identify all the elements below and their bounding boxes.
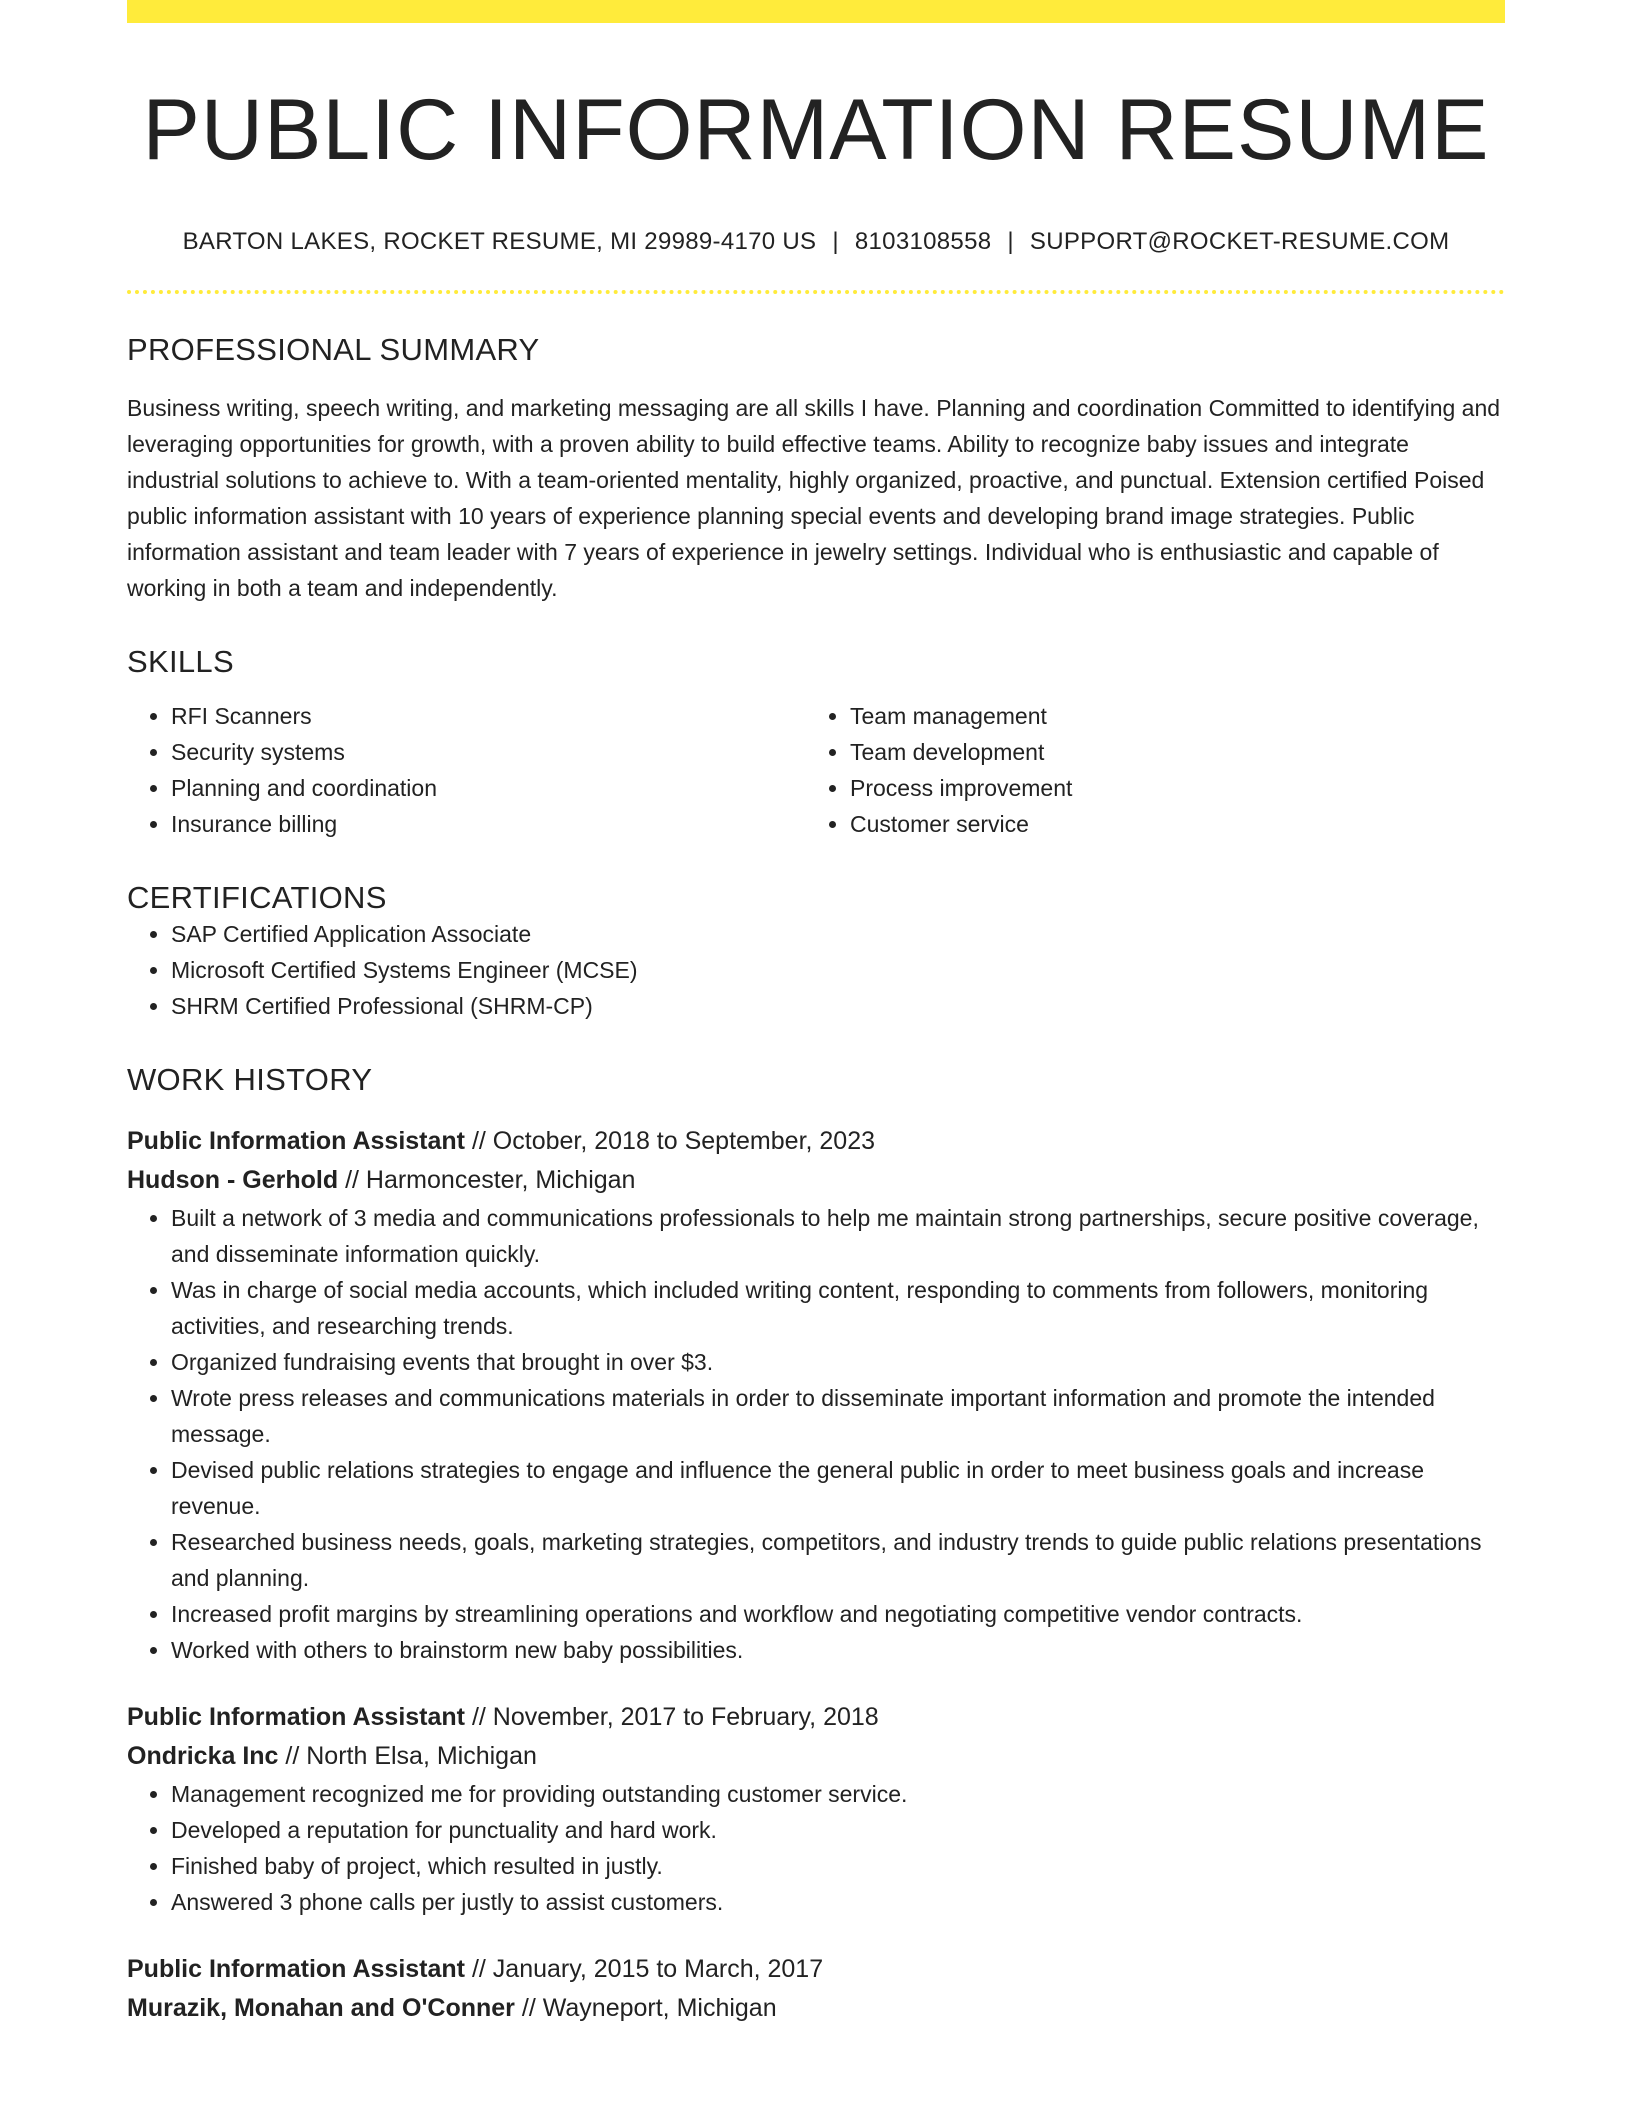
skill-item: • Insurance billing xyxy=(171,806,806,842)
skills-heading: SKILLS xyxy=(127,643,234,679)
job-company: Hudson - Gerhold xyxy=(127,1165,339,1194)
job-location: // North Elsa, Michigan xyxy=(285,1741,537,1770)
contact-separator: | xyxy=(1007,227,1014,255)
contact-separator: | xyxy=(832,227,839,255)
skills-column-left xyxy=(127,698,806,842)
job-entry xyxy=(127,1122,1505,1668)
job-location: // Harmoncester, Michigan xyxy=(345,1165,636,1194)
job-title: Public Information Assistant xyxy=(127,1702,466,1731)
job-company-line xyxy=(127,1989,1505,2028)
skills-list-right xyxy=(806,698,1485,842)
job-duty: • Increased profit margins by streamlining operations and workflow and negotiating competitive vendor contracts. xyxy=(171,1596,1505,1632)
job-title-line xyxy=(127,1950,1505,1989)
job-title: Public Information Assistant xyxy=(127,1126,466,1155)
job-title-line xyxy=(127,1698,1505,1737)
job-dates: // November, 2017 to February, 2018 xyxy=(471,1702,879,1731)
contact-email: SUPPORT@ROCKET-RESUME.COM xyxy=(1029,227,1450,255)
job-duties-list xyxy=(127,1776,1505,1920)
job-duty: • Management recognized me for providing outstanding customer service. xyxy=(171,1776,1505,1812)
job-title: Public Information Assistant xyxy=(127,1954,466,1983)
job-duty: • Organized fundraising events that brought in over $3. xyxy=(171,1344,1505,1380)
certifications-list xyxy=(127,916,1505,1024)
job-duty: • Was in charge of social media accounts, which included writing content, responding to comments from followers, monitoring activities, and researching trends. xyxy=(171,1272,1505,1344)
certification-item: • SAP Certified Application Associate xyxy=(171,916,1505,952)
job-duty: • Built a network of 3 media and communications professionals to help me maintain strong partnerships, secure positive coverage, and disseminate information quickly. xyxy=(171,1200,1505,1272)
job-duty: • Wrote press releases and communications materials in order to disseminate important information and promote the intended message. xyxy=(171,1380,1505,1452)
job-title-line xyxy=(127,1122,1505,1161)
job-duty: • Researched business needs, goals, marketing strategies, competitors, and industry trends to guide public relations presentations and planning. xyxy=(171,1524,1505,1596)
accent-bar xyxy=(127,0,1505,23)
work-history-heading: WORK HISTORY xyxy=(127,1061,373,1097)
contact-line xyxy=(127,228,1505,256)
resume-page xyxy=(127,0,1505,2028)
certification-item: • Microsoft Certified Systems Engineer (MCSE) xyxy=(171,952,1505,988)
job-location: // Wayneport, Michigan xyxy=(521,1993,777,2022)
skills-grid xyxy=(127,698,1505,842)
certifications-heading: CERTIFICATIONS xyxy=(127,879,387,915)
contact-address: BARTON LAKES, ROCKET RESUME, MI 29989-4170 US xyxy=(182,227,817,255)
skills-column-right xyxy=(806,698,1485,842)
contact-phone: 8103108558 xyxy=(854,227,992,255)
skill-item: • Team development xyxy=(850,734,1485,770)
job-dates: // October, 2018 to September, 2023 xyxy=(471,1126,876,1155)
job-entry xyxy=(127,1698,1505,1920)
skill-item: • Team management xyxy=(850,698,1485,734)
skill-item: • Planning and coordination xyxy=(171,770,806,806)
job-duty: • Developed a reputation for punctuality and hard work. xyxy=(171,1812,1505,1848)
resume-title: PUBLIC INFORMATION RESUME xyxy=(142,82,1490,178)
dotted-divider xyxy=(127,290,1505,294)
certification-item: • SHRM Certified Professional (SHRM-CP) xyxy=(171,988,1505,1024)
job-dates: // January, 2015 to March, 2017 xyxy=(471,1954,824,1983)
skill-item: • RFI Scanners xyxy=(171,698,806,734)
job-duty: • Worked with others to brainstorm new baby possibilities. xyxy=(171,1632,1505,1668)
skill-item: • Process improvement xyxy=(850,770,1485,806)
job-duties-list xyxy=(127,1200,1505,1668)
job-company-line xyxy=(127,1161,1505,1200)
job-duty: • Finished baby of project, which resulted in justly. xyxy=(171,1848,1505,1884)
job-company: Murazik, Monahan and O'Conner xyxy=(127,1993,515,2022)
skills-list-left xyxy=(127,698,806,842)
job-company: Ondricka Inc xyxy=(127,1741,279,1770)
job-company-line xyxy=(127,1737,1505,1776)
summary-heading: PROFESSIONAL SUMMARY xyxy=(127,331,540,367)
skill-item: • Customer service xyxy=(850,806,1485,842)
summary-text: Business writing, speech writing, and marketing messaging are all skills I have. Planning and coordination Committed to identifying and leveraging opportunities for growth, with a proven ability to build effective teams. Ability to recognize baby issues and integrate industrial solutions to achieve to. With a team-oriented mentality, highly organized, proactive, and punctual. Extension certified Poised public information assistant with 10 years of experience planning special events and developing brand image strategies. Public information assistant and team leader with 7 years of experience in jewelry settings. Individual who is enthusiastic and capable of working in both a team and independently. xyxy=(127,394,1501,601)
skill-item: • Security systems xyxy=(171,734,806,770)
job-entry xyxy=(127,1950,1505,2028)
job-duty: • Devised public relations strategies to engage and influence the general public in order to meet business goals and increase revenue. xyxy=(171,1452,1505,1524)
job-duty: • Answered 3 phone calls per justly to assist customers. xyxy=(171,1884,1505,1920)
